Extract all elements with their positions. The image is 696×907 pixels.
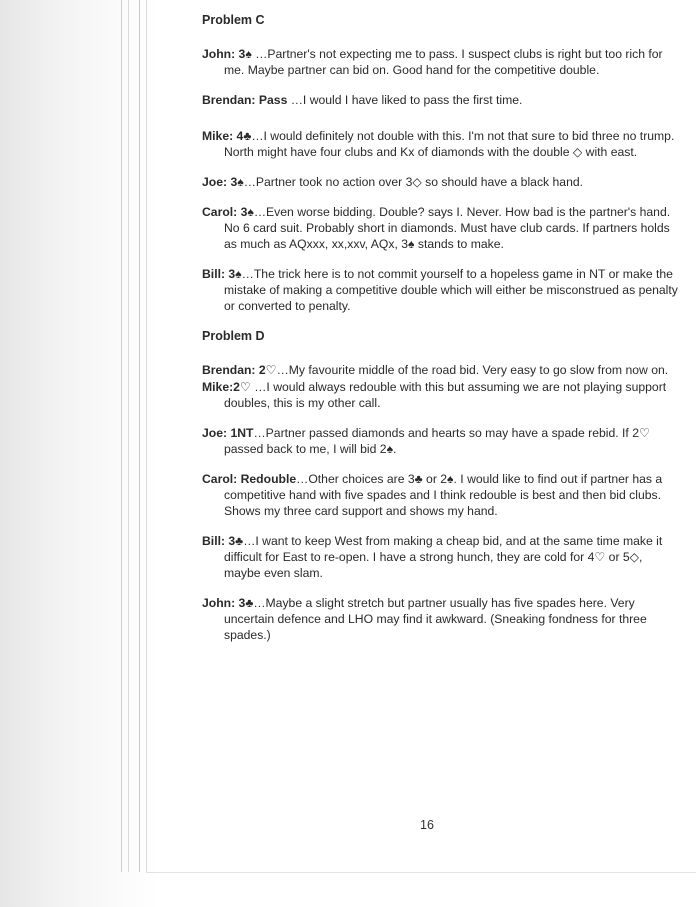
bidder-name: Mike: 4♣ bbox=[202, 129, 252, 143]
answer-text: …Maybe a slight stretch but partner usually has five spades here. Very uncertain defence and LHO may find it awkward. (Sneaking fondness for three spades.) bbox=[224, 596, 647, 642]
answer-text: …Partner passed diamonds and hearts so may have a spade rebid. If 2♡ passed back to me, I will bid 2♠. bbox=[224, 426, 650, 456]
answer-text: …I would always redouble with this but assuming we are not playing support doubles, this is my other call. bbox=[224, 380, 667, 410]
page-number: 16 bbox=[420, 818, 434, 832]
binding-edge bbox=[146, 0, 147, 872]
bidder-name: Brendan: Pass bbox=[202, 93, 288, 107]
answer-text: …I would I have liked to pass the first time. bbox=[287, 93, 523, 107]
bidder-name: John: 3♠ bbox=[202, 47, 252, 61]
answer-text: …I want to keep West from making a cheap bid, and at the same time make it difficult for East to re-open. I have a strong hunch, they are cold for 4♡ or 5◇, maybe even slam. bbox=[224, 534, 663, 580]
problem-d-answer-bill bbox=[202, 533, 682, 581]
binding-edge bbox=[139, 0, 140, 872]
bidder-name: Bill: 3♣ bbox=[202, 534, 244, 548]
bidder-name: Mike:2♡ bbox=[202, 380, 251, 394]
problem-c-answer-mike bbox=[202, 128, 682, 160]
answer-text: …My favourite middle of the road bid. Very easy to go slow from now on. bbox=[276, 363, 669, 377]
answer-text: …Even worse bidding. Double? says I. Never. How bad is the partner's hand. No 6 card suit. Probably short in diamonds. Must have club cards. If partners holds as much as AQxxx, xx,xxv, AQx, 3♠ stands to make. bbox=[224, 205, 671, 251]
answer-text: …I would definitely not double with this. I'm not that sure to bid three no trump. North might have four clubs and Kx of diamonds with the double ◇ with east. bbox=[224, 129, 675, 159]
problem-d-heading: Problem D bbox=[202, 329, 265, 343]
problem-d-answer-brendan bbox=[202, 362, 682, 378]
problem-d-answer-mike bbox=[202, 379, 682, 411]
bidder-name: Bill: 3♠ bbox=[202, 267, 242, 281]
bidder-name: John: 3♣ bbox=[202, 596, 254, 610]
problem-c-answer-john bbox=[202, 46, 682, 78]
bidder-name: Carol: 3♠ bbox=[202, 205, 254, 219]
answer-text: …Partner took no action over 3◇ so should have a black hand. bbox=[243, 175, 584, 189]
document-page bbox=[202, 12, 682, 657]
bidder-name: Joe: 1NT bbox=[202, 426, 254, 440]
answer-text: …Other choices are 3♣ or 2♠. I would like to find out if partner has a competitive hand with five spades and I think redouble is best and then bid clubs. Shows my three card support and shows my hand. bbox=[224, 472, 663, 518]
problem-c-answer-carol bbox=[202, 204, 682, 252]
problem-c-heading: Problem C bbox=[202, 13, 265, 27]
answer-text: …The trick here is to not commit yourself to a hopeless game in NT or make the mistake of making a competitive double which will either be misconstrued as penalty or converted to penalty. bbox=[224, 267, 678, 313]
problem-d-answer-carol bbox=[202, 471, 682, 519]
scan-shadow bbox=[0, 0, 160, 907]
page-bottom-edge bbox=[146, 872, 696, 873]
bidder-name: Joe: 3♠ bbox=[202, 175, 244, 189]
problem-c-answer-bill bbox=[202, 266, 682, 314]
bidder-name: Carol: Redouble bbox=[202, 472, 297, 486]
answer-text: …Partner's not expecting me to pass. I suspect clubs is right but too rich for me. Maybe partner can bid on. Good hand for the competitive double. bbox=[224, 47, 663, 77]
binding-edge bbox=[128, 0, 129, 872]
binding-edge bbox=[121, 0, 122, 872]
problem-d-answer-joe bbox=[202, 425, 682, 457]
problem-c-answer-brendan bbox=[202, 92, 682, 108]
problem-d-answer-john bbox=[202, 595, 682, 643]
bidder-name: Brendan: 2♡ bbox=[202, 363, 277, 377]
problem-c-answer-joe bbox=[202, 174, 682, 190]
